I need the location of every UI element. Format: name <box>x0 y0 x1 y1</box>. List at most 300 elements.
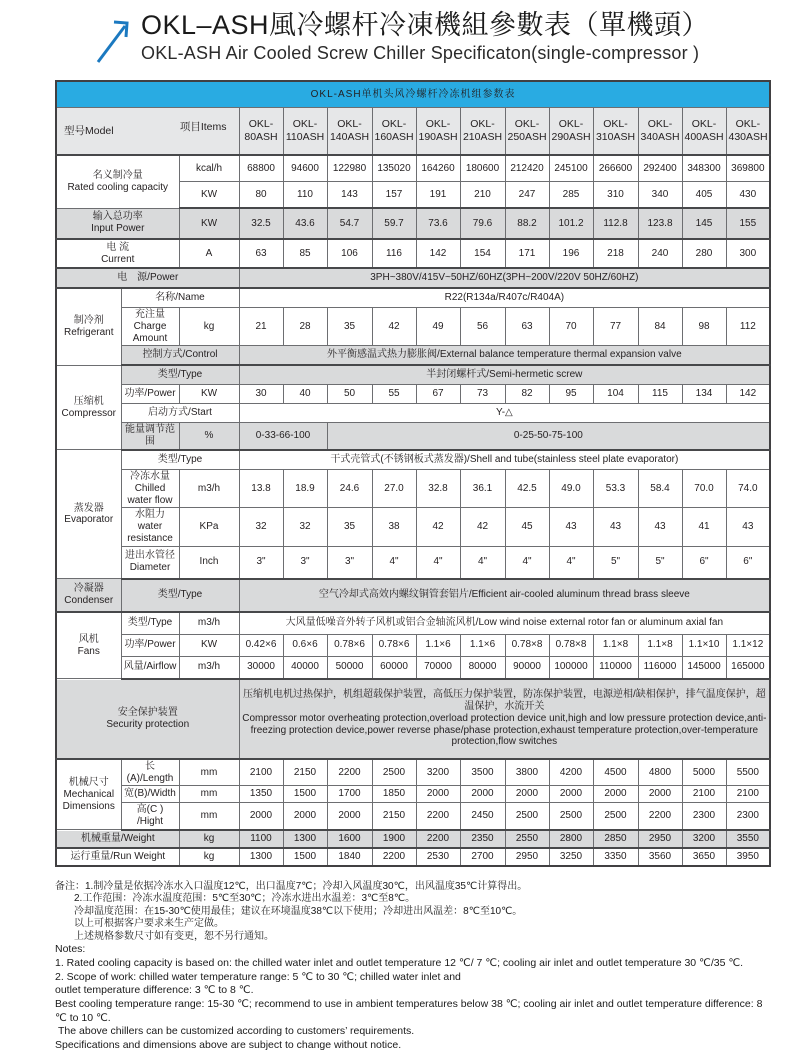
note-line: 上述规格参数尺寸如有变更，恕不另行通知。 <box>74 930 274 942</box>
cell-value: 6" <box>726 546 770 579</box>
cell-value: 2000 <box>416 786 460 803</box>
section-label-dimensions: 机械尺寸 Mechanical Dimensions <box>56 759 121 830</box>
cell-value: 430 <box>726 182 770 209</box>
cell-value: 84 <box>638 308 682 346</box>
cell-value: 63 <box>239 239 283 268</box>
cell-value: 2150 <box>283 759 327 786</box>
cell-value: 191 <box>416 182 460 209</box>
note-line: 2. Scope of work: chilled water temperature range: 5 ℃ to 30 ℃; chilled water inlet and <box>55 970 461 983</box>
refrigerant-name <box>56 288 770 308</box>
model-okl-80ash: OKL- 80ASH <box>239 108 283 156</box>
cell-value: 164260 <box>416 155 460 182</box>
cell-value: 0.42×6 <box>239 634 283 656</box>
cell-value: 112.8 <box>593 208 638 239</box>
cell-value: 2300 <box>682 803 726 830</box>
cell-value: 134 <box>682 385 726 404</box>
section-label-refrigerant: 制冷剂 Refrigerant <box>56 288 121 365</box>
cell-value: 80 <box>239 182 283 209</box>
cell-value: 2500 <box>505 803 549 830</box>
cell-value: 0.6×6 <box>283 634 327 656</box>
cell-value: 2850 <box>593 830 638 848</box>
value-span: 半封闭螺杆式/Semi-hermetic screw <box>239 365 770 385</box>
pipe-diameter <box>56 546 770 579</box>
compressor-type <box>56 365 770 385</box>
cell-value: 1850 <box>372 786 416 803</box>
rated-cooling-kcal <box>56 155 770 182</box>
cell-value: 310 <box>593 182 638 209</box>
security-protection <box>56 679 770 759</box>
cell-value: 32.8 <box>416 469 460 507</box>
cell-value: 2500 <box>593 803 638 830</box>
model-okl-400ash: OKL- 400ASH <box>682 108 726 156</box>
note-line: 冷却温度范围：在15-30℃使用最佳；建议在环境温度38℃以下使用；冷却进出风温差：8℃至10℃。 <box>74 905 523 917</box>
row-label: 名义制冷量 Rated cooling capacity <box>56 155 179 208</box>
header-row <box>56 108 770 156</box>
cell-value: 1.1×10 <box>682 634 726 656</box>
cell-value: 1500 <box>283 786 327 803</box>
page-title: OKL–ASH風冷螺杆冷凍機組參數表（單機頭） <box>141 10 710 40</box>
model-okl-140ash: OKL- 140ASH <box>327 108 372 156</box>
cell-value: 2950 <box>638 830 682 848</box>
cell-value: 18.9 <box>283 469 327 507</box>
value-span: 3PH~380V/415V~50HZ/60HZ(3PH~200V/220V 50HZ/60HZ) <box>239 268 770 288</box>
unit: m3/h <box>179 656 239 679</box>
cell-value: 79.6 <box>460 208 505 239</box>
cell-value: 2000 <box>327 803 372 830</box>
cell-value: 210 <box>460 182 505 209</box>
energy-regulation <box>56 423 770 450</box>
page-subtitle: OKL-ASH Air Cooled Screw Chiller Specificaton(single-compressor ) <box>141 43 700 64</box>
row-label: 控制方式/Control <box>121 346 239 366</box>
model-okl-430ash: OKL- 430ASH <box>726 108 770 156</box>
cell-value: 240 <box>638 239 682 268</box>
cell-value: 116000 <box>638 656 682 679</box>
fan-airflow <box>56 656 770 679</box>
cell-value: 40000 <box>283 656 327 679</box>
cell-value: 6" <box>682 546 726 579</box>
cell-value: 5500 <box>726 759 770 786</box>
model-okl-340ash: OKL- 340ASH <box>638 108 682 156</box>
table-title-row <box>56 81 770 108</box>
cell-value: 1350 <box>239 786 283 803</box>
section-label-compressor: 压缩机 Compressor <box>56 365 121 450</box>
value-span: Y-△ <box>239 404 770 423</box>
title-block <box>93 10 768 66</box>
unit: mm <box>179 786 239 803</box>
cell-value: 5" <box>638 546 682 579</box>
value-span: R22(R134a/R407c/R404A) <box>239 288 770 308</box>
row-label: 输入总功率 Input Power <box>56 208 179 239</box>
cell-value: 27.0 <box>372 469 416 507</box>
cell-value: 5000 <box>682 759 726 786</box>
row-label: 宽(B)/Width <box>121 786 179 803</box>
cell-value: 55 <box>372 385 416 404</box>
cell-value: 2100 <box>682 786 726 803</box>
note-line: 备注：1.制冷量是依据冷冻水入口温度12℃，出口温度7℃；冷却入风温度30℃，出风温度35℃计算得出。 <box>55 880 528 892</box>
cell-value: 2100 <box>239 759 283 786</box>
cell-value: 100000 <box>549 656 593 679</box>
row-label: 类型/Type <box>121 579 239 612</box>
cell-value: 142 <box>416 239 460 268</box>
current <box>56 239 770 268</box>
cell-value: 3950 <box>726 848 770 866</box>
cell-value: 73.6 <box>416 208 460 239</box>
row-label: 水阻力 water resistance <box>121 508 179 546</box>
cell-value: 1.1×8 <box>593 634 638 656</box>
unit: kg <box>179 308 239 346</box>
cell-value: 35 <box>327 508 372 546</box>
model-okl-190ash: OKL- 190ASH <box>416 108 460 156</box>
unit: kg <box>179 830 239 848</box>
cell-value: 154 <box>460 239 505 268</box>
cell-value: 1.1×6 <box>460 634 505 656</box>
cell-value: 3200 <box>416 759 460 786</box>
unit: m3/h <box>179 612 239 635</box>
input-power <box>56 208 770 239</box>
cell-value: 180600 <box>460 155 505 182</box>
cell-value: 80000 <box>460 656 505 679</box>
cell-value: 2100 <box>726 786 770 803</box>
spec-table <box>55 80 771 867</box>
cell-value: 116 <box>372 239 416 268</box>
unit: KW <box>179 182 239 209</box>
cell-value: 1.1×8 <box>638 634 682 656</box>
cell-value: 74.0 <box>726 469 770 507</box>
note-line: 1. Rated cooling capacity is based on: the chilled water inlet and outlet temperature 12 ℃/ 7 ℃; cooling air inlet and outlet temperature 30 ℃/35 ℃. <box>55 957 744 970</box>
cell-value: 45 <box>505 508 549 546</box>
row-label: 风量/Airflow <box>121 656 179 679</box>
row-label: 充注量 Charge Amount <box>121 308 179 346</box>
cell-value: 67 <box>416 385 460 404</box>
cell-value: 0.78×6 <box>372 634 416 656</box>
cell-value: 1100 <box>239 830 283 848</box>
row-label: 功率/Power <box>121 385 179 404</box>
cell-value: 104 <box>593 385 638 404</box>
unit: m3/h <box>179 469 239 507</box>
cell-value: 369800 <box>726 155 770 182</box>
unit: kg <box>179 848 239 866</box>
cell-value: 43 <box>593 508 638 546</box>
notes-block <box>55 881 768 1053</box>
cell-value: 50 <box>327 385 372 404</box>
cell-value: 115 <box>638 385 682 404</box>
cell-value: 73 <box>460 385 505 404</box>
cell-value: 32 <box>239 508 283 546</box>
chilled-water-flow <box>56 469 770 507</box>
run-weight <box>56 848 770 866</box>
model-okl-110ash: OKL- 110ASH <box>283 108 327 156</box>
cell-value: 40 <box>283 385 327 404</box>
model-okl-250ash: OKL- 250ASH <box>505 108 549 156</box>
cell-value: 4200 <box>549 759 593 786</box>
cell-value: 42 <box>416 508 460 546</box>
cell-value: 3650 <box>682 848 726 866</box>
cell-value: 95 <box>549 385 593 404</box>
unit: Inch <box>179 546 239 579</box>
compressor-start <box>56 404 770 423</box>
cell-value: 2800 <box>549 830 593 848</box>
corner-cell <box>56 108 239 156</box>
cell-value: 2200 <box>416 830 460 848</box>
cell-value: 41 <box>682 508 726 546</box>
cell-value: 32.5 <box>239 208 283 239</box>
cell-value: 110 <box>283 182 327 209</box>
value-span: 0-33-66-100 <box>239 423 327 450</box>
cell-value: 247 <box>505 182 549 209</box>
cell-value: 1840 <box>327 848 372 866</box>
note-line: The above chillers can be customized according to customers’ requirements. <box>58 1025 415 1038</box>
row-label: 类型/Type <box>121 450 239 470</box>
spec-table-body <box>56 81 770 866</box>
cell-value: 77 <box>593 308 638 346</box>
cell-value: 285 <box>549 182 593 209</box>
cell-value: 50000 <box>327 656 372 679</box>
cell-value: 145 <box>682 208 726 239</box>
cell-value: 54.7 <box>327 208 372 239</box>
cell-value: 70000 <box>416 656 460 679</box>
cell-value: 49.0 <box>549 469 593 507</box>
cell-value: 30000 <box>239 656 283 679</box>
unit: KW <box>179 385 239 404</box>
water-resistance <box>56 508 770 546</box>
value-span: 压缩机电机过热保护，机组超载保护装置，高低压力保护装置，防冻保护装置，电源逆相/缺相保护，排气温度保护，超温保护，水流开关 Compressor motor overheating protection,overload protection device unit,high and low pressure protection device,anti-freezing protection device,power reverse phase/phase protection,exhaust temperature protection,over-temperature protection,flow switches <box>239 679 770 759</box>
cell-value: 2350 <box>460 830 505 848</box>
cell-value: 4" <box>460 546 505 579</box>
dimension-length <box>56 759 770 786</box>
cell-value: 2200 <box>372 848 416 866</box>
cell-value: 90000 <box>505 656 549 679</box>
cell-value: 2000 <box>593 786 638 803</box>
cell-value: 3550 <box>726 830 770 848</box>
section-label-evaporator: 蒸发器 Evaporator <box>56 450 121 579</box>
value-span: 大风量低噪音外转子风机或铝合金轴流风机/Low wind noise external rotor fan or aluminum axial fan <box>239 612 770 635</box>
cell-value: 49 <box>416 308 460 346</box>
cell-value: 101.2 <box>549 208 593 239</box>
cell-value: 123.8 <box>638 208 682 239</box>
cell-value: 3500 <box>460 759 505 786</box>
cell-value: 2500 <box>372 759 416 786</box>
cell-value: 0.78×8 <box>549 634 593 656</box>
power-supply <box>56 268 770 288</box>
cell-value: 82 <box>505 385 549 404</box>
row-label: 启动方式/Start <box>121 404 239 423</box>
cell-value: 4" <box>416 546 460 579</box>
cell-value: 2950 <box>505 848 549 866</box>
cell-value: 2500 <box>549 803 593 830</box>
cell-value: 245100 <box>549 155 593 182</box>
model-okl-210ash: OKL- 210ASH <box>460 108 505 156</box>
unit: kcal/h <box>179 155 239 182</box>
cell-value: 21 <box>239 308 283 346</box>
cell-value: 2200 <box>327 759 372 786</box>
cell-value: 218 <box>593 239 638 268</box>
unit: KPa <box>179 508 239 546</box>
model-okl-310ash: OKL- 310ASH <box>593 108 638 156</box>
note-line: 以上可根据客户要求来生产定做。 <box>74 918 224 930</box>
cell-value: 340 <box>638 182 682 209</box>
row-label: 类型/Type <box>121 612 179 635</box>
row-label: 长(A)/Length <box>121 759 179 786</box>
cell-value: 53.3 <box>593 469 638 507</box>
row-label: 进出水管径 Diameter <box>121 546 179 579</box>
cell-value: 3250 <box>549 848 593 866</box>
cell-value: 122980 <box>327 155 372 182</box>
cell-value: 1.1×6 <box>416 634 460 656</box>
titles <box>141 10 709 64</box>
row-label: 高(C ) /Hight <box>121 803 179 830</box>
evaporator-type <box>56 450 770 470</box>
cell-value: 212420 <box>505 155 549 182</box>
cell-value: 2000 <box>460 786 505 803</box>
cell-value: 1700 <box>327 786 372 803</box>
value-span: 空气冷却式高效内螺纹铜管套铝片/Efficient air-cooled aluminum thread brass sleeve <box>239 579 770 612</box>
value-span: 外平衡感温式热力膨胀阀/External balance temperature thermal expansion valve <box>239 346 770 366</box>
value-span: 干式壳管式(不锈钢板式蒸发器)/Shell and tube(stainless steel plate evaporator) <box>239 450 770 470</box>
cell-value: 2450 <box>460 803 505 830</box>
row-label: 运行重量/Run Weight <box>56 848 179 866</box>
cell-value: 157 <box>372 182 416 209</box>
cell-value: 3" <box>239 546 283 579</box>
cell-value: 42 <box>372 308 416 346</box>
cell-value: 280 <box>682 239 726 268</box>
cell-value: 300 <box>726 239 770 268</box>
cell-value: 2000 <box>505 786 549 803</box>
cell-value: 3" <box>327 546 372 579</box>
machine-weight <box>56 830 770 848</box>
refrigerant-control <box>56 346 770 366</box>
cell-value: 70.0 <box>682 469 726 507</box>
cell-value: 30 <box>239 385 283 404</box>
cell-value: 4800 <box>638 759 682 786</box>
cell-value: 106 <box>327 239 372 268</box>
cell-value: 2200 <box>638 803 682 830</box>
cell-value: 98 <box>682 308 726 346</box>
cell-value: 28 <box>283 308 327 346</box>
note-line: Notes: <box>55 943 86 956</box>
compressor-power <box>56 385 770 404</box>
cell-value: 24.6 <box>327 469 372 507</box>
cell-value: 3800 <box>505 759 549 786</box>
cell-value: 43 <box>726 508 770 546</box>
cell-value: 405 <box>682 182 726 209</box>
cell-value: 1900 <box>372 830 416 848</box>
arrow-icon <box>93 14 137 66</box>
cell-value: 43 <box>549 508 593 546</box>
cell-value: 143 <box>327 182 372 209</box>
cell-value: 4" <box>549 546 593 579</box>
cell-value: 2000 <box>549 786 593 803</box>
cell-value: 5" <box>593 546 638 579</box>
cell-value: 0.78×6 <box>327 634 372 656</box>
cell-value: 2150 <box>372 803 416 830</box>
cell-value: 165000 <box>726 656 770 679</box>
table-title-bar: OKL-ASH单机头风冷螺杆冷冻机组参数表 <box>56 81 770 108</box>
cell-value: 42 <box>460 508 505 546</box>
cell-value: 3560 <box>638 848 682 866</box>
condenser-type <box>56 579 770 612</box>
cell-value: 4" <box>372 546 416 579</box>
cell-value: 2000 <box>638 786 682 803</box>
section-label-condenser: 冷凝器 Condenser <box>56 579 121 612</box>
cell-value: 43 <box>638 508 682 546</box>
unit: mm <box>179 759 239 786</box>
cell-value: 2000 <box>283 803 327 830</box>
cell-value: 56 <box>460 308 505 346</box>
cell-value: 63 <box>505 308 549 346</box>
cell-value: 13.8 <box>239 469 283 507</box>
cell-value: 142 <box>726 385 770 404</box>
row-label: 名称/Name <box>121 288 239 308</box>
note-line: outlet temperature difference: 3 ℃ to 8 ℃. <box>55 984 254 997</box>
cell-value: 38 <box>372 508 416 546</box>
corner-items-label: 项目Items <box>179 121 227 133</box>
cell-value: 292400 <box>638 155 682 182</box>
dimension-height <box>56 803 770 830</box>
cell-value: 94600 <box>283 155 327 182</box>
cell-value: 1500 <box>283 848 327 866</box>
row-label: 类型/Type <box>121 365 239 385</box>
cell-value: 266600 <box>593 155 638 182</box>
fan-type <box>56 612 770 635</box>
note-line: Specifications and dimensions above are subject to change without notice. <box>55 1038 402 1051</box>
cell-value: 155 <box>726 208 770 239</box>
cell-value: 0.78×8 <box>505 634 549 656</box>
cell-value: 4" <box>505 546 549 579</box>
section-label-fans: 风机 Fans <box>56 612 121 679</box>
cell-value: 2700 <box>460 848 505 866</box>
dimension-width <box>56 786 770 803</box>
cell-value: 60000 <box>372 656 416 679</box>
cell-value: 4500 <box>593 759 638 786</box>
cell-value: 3350 <box>593 848 638 866</box>
note-line: 2.工作范围：冷冻水温度范围：5℃至30℃；冷冻水进出水温差：3℃至8℃。 <box>74 893 416 905</box>
note-line: Best cooling temperature range: 15-30 ℃; recommend to use in ambient temperatures below 38 ℃; cooling air inlet and outlet temperature difference: 8 ℃ to 10 ℃. <box>55 998 763 1024</box>
cell-value: 1300 <box>239 848 283 866</box>
unit: mm <box>179 803 239 830</box>
cell-value: 59.7 <box>372 208 416 239</box>
cell-value: 135020 <box>372 155 416 182</box>
cell-value: 348300 <box>682 155 726 182</box>
value-span: 0-25-50-75-100 <box>327 423 770 450</box>
unit: A <box>179 239 239 268</box>
cell-value: 1600 <box>327 830 372 848</box>
cell-value: 70 <box>549 308 593 346</box>
cell-value: 171 <box>505 239 549 268</box>
model-okl-290ash: OKL- 290ASH <box>549 108 593 156</box>
row-label: 安全保护装置 Security protection <box>56 679 239 759</box>
cell-value: 2000 <box>239 803 283 830</box>
row-label: 功率/Power <box>121 634 179 656</box>
cell-value: 3200 <box>682 830 726 848</box>
cell-value: 32 <box>283 508 327 546</box>
cell-value: 2200 <box>416 803 460 830</box>
unit: KW <box>179 634 239 656</box>
cell-value: 3" <box>283 546 327 579</box>
cell-value: 1.1×12 <box>726 634 770 656</box>
cell-value: 196 <box>549 239 593 268</box>
row-label: 能量调节范围 <box>121 423 179 450</box>
cell-value: 2550 <box>505 830 549 848</box>
cell-value: 58.4 <box>638 469 682 507</box>
fan-power <box>56 634 770 656</box>
cell-value: 110000 <box>593 656 638 679</box>
unit: KW <box>179 208 239 239</box>
cell-value: 43.6 <box>283 208 327 239</box>
refrigerant-charge <box>56 308 770 346</box>
cell-value: 35 <box>327 308 372 346</box>
corner-model-label: 型号Model <box>64 125 114 137</box>
cell-value: 2300 <box>726 803 770 830</box>
